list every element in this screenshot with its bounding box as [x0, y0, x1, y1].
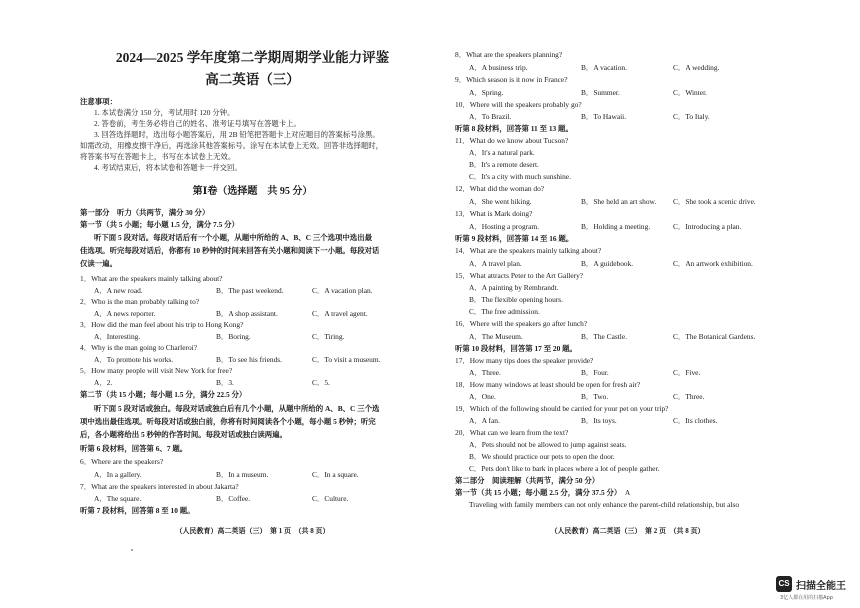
page-footer: （人民教育）高二英语（三） 第 1 页 （共 8 页）: [175, 527, 330, 535]
instruction-line: 听下面 5 段对话。每段对话后有一个小题，从题中所给的 A、B、C 三个选项中选出最: [94, 233, 372, 242]
option-a: A．The square.: [94, 494, 142, 503]
option-a: A．A news reporter.: [94, 309, 156, 318]
question-10: 10．Where will the speakers probably go?: [455, 100, 582, 109]
material-heading: 听第 6 段材料，回答第 6、7 题。: [80, 444, 188, 453]
passage-text: Traveling with family members can not only enhance the parent-child relationship, but also: [469, 500, 740, 509]
option-a: A．In a gallery.: [94, 470, 142, 479]
material-heading: 听第 10 段材料，回答第 17 至 20 题。: [455, 344, 577, 353]
option-b: B．She held an art show.: [581, 197, 657, 206]
passage-label: A: [624, 488, 631, 497]
option-b: B．A guidebook.: [581, 259, 634, 268]
question-18: 18．How many windows at least should be open for fresh air?: [455, 380, 641, 389]
section-heading: 第二节（共 15 小题；每小题 1.5 分，满分 22.5 分）: [80, 390, 247, 399]
question-4: 4．Why is the man going to Charleroi?: [80, 343, 197, 352]
question-19: 19．Which of the following should be carried for your pet on your trip?: [455, 404, 669, 413]
question-9: 9．Which season is it now in France?: [455, 75, 568, 84]
question-5: 5．How many people will visit New York for free?: [80, 366, 233, 375]
option-b: B．Boring.: [216, 332, 251, 341]
option-a: A．To Brazil.: [469, 112, 512, 121]
option-c: C．5.: [312, 378, 330, 387]
option-a: A．She went hiking.: [469, 197, 532, 206]
option-b: B．Four.: [581, 368, 609, 377]
option-a: A．It's a natural park.: [469, 148, 535, 157]
option-c: C．Tiring.: [312, 332, 345, 341]
question-15: 15．What attracts Peter to the Art Gallery?: [455, 271, 584, 280]
page-right: [455, 0, 800, 608]
question-20: 20．What can we learn from the text?: [455, 428, 569, 437]
section-heading: 第一节（共 15 小题；每小题 2.5 分，满分 37.5 分）: [455, 488, 622, 497]
option-c: C．Culture.: [312, 494, 349, 503]
option-b: B．Two.: [581, 392, 609, 401]
cs-logo-icon: CS: [776, 576, 792, 592]
option-c: C．A travel agent.: [312, 309, 368, 318]
option-a: A．To promote his works.: [94, 355, 174, 364]
option-c: C．Its clothes.: [673, 416, 718, 425]
question-2: 2．Who is the man probably talking to?: [80, 297, 200, 306]
note-line: 3. 回答选择题时，选出每小题答案后，用 2B 铅笔把答题卡上对应题目的答案标号涂黑。: [94, 130, 380, 139]
question-12: 12．What did the woman do?: [455, 184, 545, 193]
part-heading: 第一部分 听力（共两节，满分 30 分）: [80, 208, 210, 217]
option-c: C．To visit a museum.: [312, 355, 381, 364]
material-heading: 听第 7 段材料，回答第 8 至 10 题。: [80, 506, 195, 515]
question-8: 8．What are the speakers planning?: [455, 50, 563, 59]
page-left: [80, 0, 425, 608]
option-c: C．A wedding.: [673, 63, 720, 72]
option-b: B．To Hawaii.: [581, 112, 627, 121]
notes-heading: 注意事项：: [80, 97, 117, 106]
note-line: 1. 本试卷满分 150 分，考试用时 120 分钟。: [94, 108, 235, 117]
option-c: C．The Botanical Gardens.: [673, 332, 756, 341]
question-13: 13．What is Mark doing?: [455, 209, 533, 218]
material-heading: 听第 9 段材料，回答第 14 至 16 题。: [455, 234, 574, 243]
option-b: B．It's a remote desert.: [469, 160, 539, 169]
question-17: 17．How many tips does the speaker provide?: [455, 356, 594, 365]
option-c: C．Introducing a plan.: [673, 222, 742, 231]
option-a: A．Spring.: [469, 88, 504, 97]
question-6: 6．Where are the speakers?: [80, 457, 164, 466]
scanner-tagline: 3亿人都在用的扫描App: [780, 595, 833, 601]
option-b: B．The past weekend.: [216, 286, 284, 295]
option-b: B．To see his friends.: [216, 355, 282, 364]
option-b: B．Summer.: [581, 88, 620, 97]
option-c: C．An artwork exhibition.: [673, 259, 753, 268]
option-c: C．A vacation plan.: [312, 286, 373, 295]
scan-speck: [131, 549, 133, 551]
question-1: 1．What are the speakers mainly talking about?: [80, 274, 223, 283]
option-b: B．A shop assistant.: [216, 309, 278, 318]
question-16: 16．Where will the speakers go after lunch?: [455, 319, 588, 328]
option-a: A．A fan.: [469, 416, 500, 425]
instruction-line: 佳选项。听完每段对话后，你都有 10 秒钟的时间来回答有关小题和阅读下一小题。每段对话: [80, 246, 380, 255]
section-heading: 第一节（共 5 小题；每小题 1.5 分，满分 7.5 分）: [80, 220, 239, 229]
option-a: A．The Museum.: [469, 332, 523, 341]
part-heading: 第二部分 阅读理解（共两节，满分 50 分）: [455, 476, 600, 485]
question-3: 3．How did the man feel about his trip to Hong Kong?: [80, 320, 244, 329]
material-heading: 听第 8 段材料，回答第 11 至 13 题。: [455, 124, 573, 133]
question-11: 11．What do we know about Tucson?: [455, 136, 569, 145]
volume-title: 第Ⅰ卷（选择题 共 95 分）: [192, 186, 313, 197]
instruction-line: 后，各小题将给出 5 秒钟的作答时间。每段对话或独白读两遍。: [80, 430, 287, 439]
note-line: 2. 答卷前，考生务必将自己的姓名、准考证号填写在答题卡上。: [94, 119, 301, 128]
option-c: C．In a square.: [312, 470, 359, 479]
option-a: A．One.: [469, 392, 496, 401]
option-a: A．A travel plan.: [469, 259, 522, 268]
scanner-app-name: 扫描全能王: [796, 581, 846, 592]
option-c: C．She took a scenic drive.: [673, 197, 756, 206]
option-a: A．Interesting.: [94, 332, 141, 341]
option-a: A．Three.: [469, 368, 501, 377]
option-b: B．3.: [216, 378, 234, 387]
option-c: C．Pets don't like to bark in places where a lot of people gather.: [469, 464, 660, 473]
note-line: 如需改动，用橡皮擦干净后，再选涂其他答案标号。涂写在本试卷上无效。回答非选择题时，: [80, 141, 384, 150]
exam-subtitle: 高二英语（三）: [205, 72, 300, 87]
question-14: 14．What are the speakers mainly talking about?: [455, 246, 602, 255]
option-b: B．Coffee.: [216, 494, 251, 503]
option-b: B．The Castle.: [581, 332, 627, 341]
option-c: C．The free admission.: [469, 307, 540, 316]
option-b: B．We should practice our pets to open the door.: [469, 452, 615, 461]
instruction-line: 听下面 5 段对话或独白。每段对话或独白后有几个小题，从题中所给的 A、B、C 三个选: [94, 404, 380, 413]
option-b: B．In a museum.: [216, 470, 269, 479]
option-c: C．It's a city with much sunshine.: [469, 172, 571, 181]
question-7: 7．What are the speakers interested in about Jakarta?: [80, 482, 239, 491]
option-c: C．Five.: [673, 368, 701, 377]
option-a: A．A new road.: [94, 286, 143, 295]
option-b: B．A vacation.: [581, 63, 627, 72]
option-c: C．To Italy.: [673, 112, 710, 121]
option-a: A．Hosting a program.: [469, 222, 539, 231]
exam-title: 2024—2025 学年度第二学期周期学业能力评鉴: [115, 50, 390, 65]
page-footer: （人民教育）高二英语（三） 第 2 页 （共 8 页）: [550, 527, 705, 535]
option-a: A．Pets should not be allowed to jump against seats.: [469, 440, 627, 449]
option-c: C．Winter.: [673, 88, 707, 97]
option-a: A．2.: [94, 378, 113, 387]
scanner-watermark: [776, 573, 860, 603]
option-b: B．Its toys.: [581, 416, 617, 425]
option-b: B．The flexible opening hours.: [469, 295, 564, 304]
option-b: B．Holding a meeting.: [581, 222, 651, 231]
instruction-line: 项中选出最佳选项。听每段对话或独白前，你将有时间阅读各个小题，每小题 5 秒钟；听完: [80, 417, 376, 426]
option-c: C．Three.: [673, 392, 705, 401]
option-a: A．A painting by Rembrandt.: [469, 283, 559, 292]
note-line: 4. 考试结束后，将本试卷和答题卡一并交回。: [94, 163, 242, 172]
instruction-line: 仅读一遍。: [80, 259, 117, 268]
note-line: 将答案书写在答题卡上，书写在本试卷上无效。: [80, 152, 236, 161]
option-a: A．A business trip.: [469, 63, 528, 72]
